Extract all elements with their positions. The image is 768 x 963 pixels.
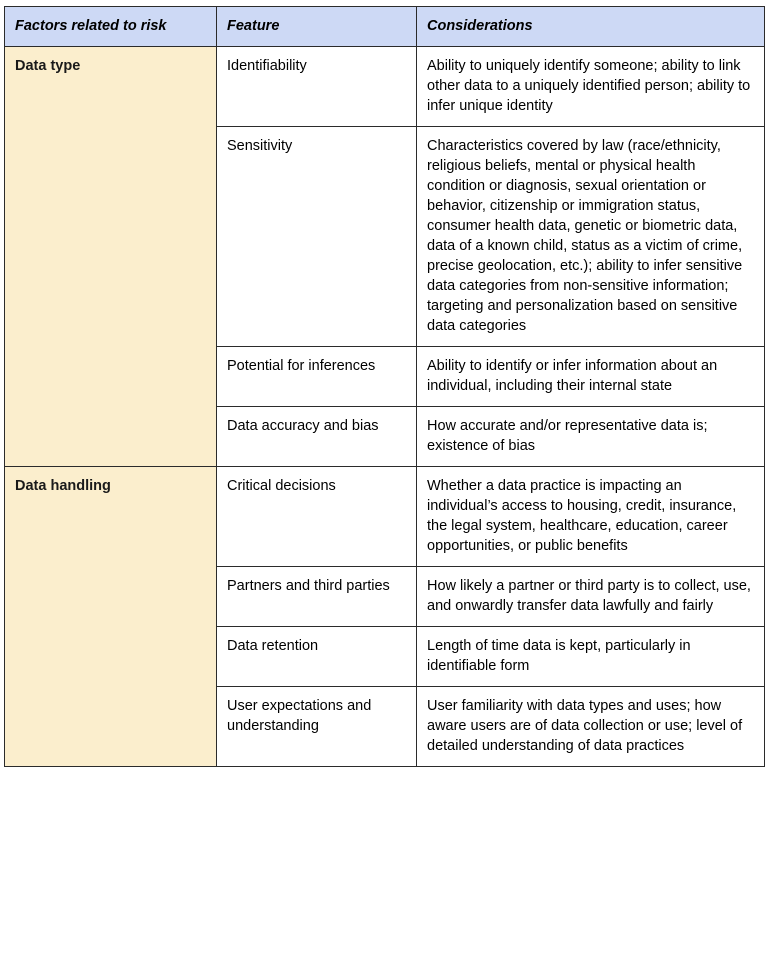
factor-group-label: Data type [5,47,217,467]
feature-cell: User expectations and understanding [217,687,417,767]
table-header [5,7,765,47]
column-header-feature: Feature [217,7,417,47]
feature-cell: Identifiability [217,47,417,127]
consideration-cell: Length of time data is kept, particularly in identifiable form [417,627,765,687]
table-header-row [5,7,765,47]
consideration-cell: How accurate and/or representative data is; existence of bias [417,407,765,467]
table-row [5,47,765,127]
feature-cell: Data accuracy and bias [217,407,417,467]
feature-cell: Data retention [217,627,417,687]
consideration-cell: Characteristics covered by law (race/ethnicity, religious beliefs, mental or physical health condition or diagnosis, sexual orientation or behavior, citizenship or immigration status, consumer health data, genetic or biometric data, data of a known child, status as a victim of crime, precise geolocation, etc.); ability to infer sensitive data categories from non-sensitive information; targeting and personalization based on sensitive data categories [417,127,765,347]
column-header-considerations: Considerations [417,7,765,47]
table-body [5,47,765,767]
feature-cell: Critical decisions [217,467,417,567]
column-header-factors: Factors related to risk [5,7,217,47]
consideration-cell: Ability to identify or infer information about an individual, including their internal state [417,347,765,407]
feature-cell: Sensitivity [217,127,417,347]
consideration-cell: Whether a data practice is impacting an individual’s access to housing, credit, insurance, the legal system, healthcare, education, career opportunities, or public benefits [417,467,765,567]
feature-cell: Potential for inferences [217,347,417,407]
consideration-cell: How likely a partner or third party is to collect, use, and onwardly transfer data lawfully and fairly [417,567,765,627]
risk-factors-table [4,6,765,767]
consideration-cell: User familiarity with data types and uses; how aware users are of data collection or use; level of detailed understanding of data practices [417,687,765,767]
consideration-cell: Ability to uniquely identify someone; ability to link other data to a uniquely identified person; ability to infer unique identity [417,47,765,127]
factor-group-label: Data handling [5,467,217,767]
feature-cell: Partners and third parties [217,567,417,627]
table-row [5,467,765,567]
